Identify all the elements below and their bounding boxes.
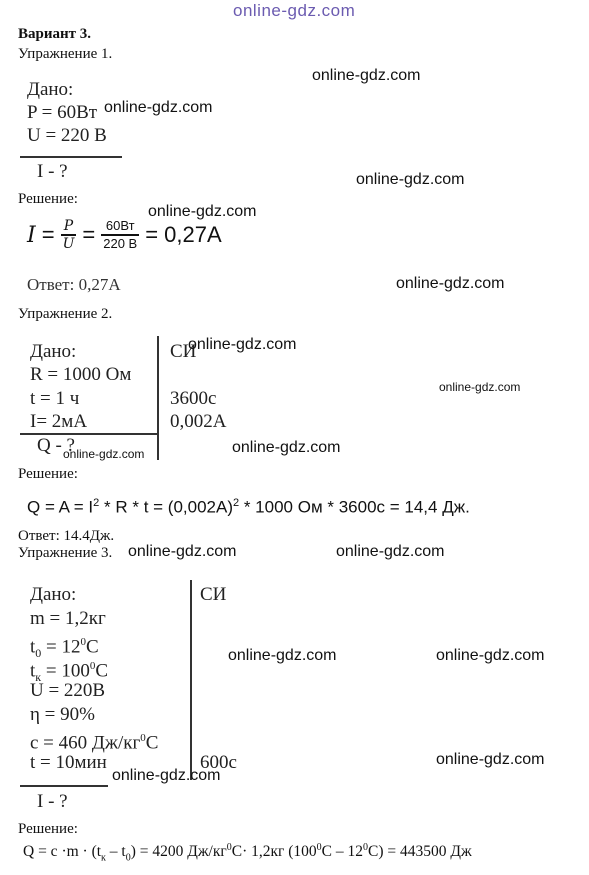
ex2-given-i: I= 2мА <box>30 411 88 432</box>
watermark: online-gdz.com <box>336 543 445 560</box>
ex3-formula-part-6: С) = 443500 Дж <box>368 843 472 861</box>
ex1-formula-eq1: = <box>41 222 55 247</box>
ex3-given-t: t = 10мин <box>30 752 107 773</box>
watermark: online-gdz.com <box>63 447 145 461</box>
ex1-formula-eq2: = <box>82 222 96 247</box>
watermark: online-gdz.com <box>436 647 545 664</box>
variant-title: Вариант 3. <box>18 26 92 42</box>
ex3-formula-sup-3: 0 <box>363 842 369 853</box>
ex3-formula-part-3: ) = 4200 Дж/кг <box>130 843 227 861</box>
ex2-si-divider <box>157 336 159 460</box>
ex1-answer: Ответ: 0,27А <box>27 275 121 294</box>
ex2-formula-part-c: * 1000 Ом * 3600с = 14,4 Дж. <box>239 497 470 517</box>
ex3-given-u: U = 220В <box>30 680 106 701</box>
ex3-c-sup: 0 <box>140 732 146 744</box>
ex2-formula-sup-1: 2 <box>93 497 100 509</box>
ex1-find: I - ? <box>37 161 68 182</box>
ex3-c-value: c = 460 Дж/кг <box>30 732 141 754</box>
ex3-formula-part-2: – t <box>105 843 126 861</box>
ex1-given-divider <box>20 156 122 158</box>
ex3-formula <box>23 842 472 863</box>
ex3-t0-unit: С <box>86 636 99 658</box>
watermark: online-gdz.com <box>228 647 337 664</box>
ex3-tk-sup: 0 <box>89 660 96 672</box>
watermark: online-gdz.com <box>232 439 341 456</box>
ex1-given-u: U = 220 В <box>27 125 107 146</box>
ex3-given-m: m = 1,2кг <box>30 608 106 629</box>
ex2-si-label: СИ <box>170 341 197 362</box>
ex3-formula-sub-0: 0 <box>125 852 131 864</box>
ex2-si-i: 0,002А <box>170 411 227 432</box>
ex2-answer: Ответ: 14.4Дж. <box>18 528 115 544</box>
ex1-formula-lhs: I <box>27 222 36 248</box>
watermark: online-gdz.com <box>148 203 257 220</box>
ex3-t0-value: = 12 <box>41 636 81 658</box>
ex3-c-unit: С <box>145 732 159 754</box>
ex1-solution-label: Решение: <box>18 191 78 207</box>
ex3-formula-part-1: Q = c ·m · (t <box>23 843 102 861</box>
ex3-tk-value: = 100 <box>41 660 90 682</box>
ex1-formula-result: = 0,27А <box>145 222 222 247</box>
ex3-tk-t: t <box>30 660 36 682</box>
ex3-given-eta: η = 90% <box>30 704 95 725</box>
watermark: online-gdz.com <box>104 99 213 116</box>
ex3-tk-unit: С <box>95 660 109 682</box>
ex3-t0-t: t <box>30 636 36 658</box>
ex3-title: Упражнение 3. <box>18 545 113 561</box>
ex3-formula-sub-k: к <box>101 852 106 864</box>
ex1-formula-den: 220 В <box>103 235 138 251</box>
ex3-solution-label: Решение: <box>18 821 78 837</box>
ex1-given-p: P = 60Вт <box>27 102 98 123</box>
ex1-formula-num: 60Вт <box>105 218 135 234</box>
ex3-t0-sub: 0 <box>35 646 42 661</box>
ex3-formula-part-5: С – 12 <box>321 843 364 861</box>
watermark: online-gdz.com <box>439 380 521 394</box>
ex3-tk-sub: к <box>35 670 42 685</box>
watermark: online-gdz.com <box>356 171 465 188</box>
ex1-formula-pu-fraction <box>61 218 77 252</box>
ex3-formula-sup-1: 0 <box>226 842 232 853</box>
ex2-find: Q - ? <box>37 435 75 456</box>
ex2-si-t: 3600с <box>170 388 217 409</box>
ex2-given-t: t = 1 ч <box>30 388 80 409</box>
watermark: online-gdz.com <box>312 67 421 84</box>
ex2-given-r: R = 1000 Ом <box>30 364 132 385</box>
site-watermark-top: online-gdz.com <box>233 1 356 20</box>
ex2-given-label: Дано: <box>30 341 77 362</box>
watermark: online-gdz.com <box>112 767 221 784</box>
ex3-si-t: 600с <box>200 752 237 773</box>
ex3-given-divider <box>20 785 108 787</box>
ex2-formula-part-a: Q = A = I <box>27 497 94 517</box>
ex2-solution-label: Решение: <box>18 466 78 482</box>
ex3-given-label: Дано: <box>30 584 77 605</box>
watermark: online-gdz.com <box>128 543 237 560</box>
ex2-formula-part-b: * R * t = (0,002A) <box>99 497 233 517</box>
ex2-title: Упражнение 2. <box>18 306 113 322</box>
ex1-title: Упражнение 1. <box>18 46 113 62</box>
ex3-si-label: СИ <box>200 584 227 605</box>
ex2-formula <box>27 497 470 518</box>
ex2-formula-sup-2: 2 <box>233 497 240 509</box>
ex3-formula-sup-2: 0 <box>316 842 322 853</box>
ex3-formula-part-4: С· 1,2кг (100 <box>231 843 317 861</box>
ex1-formula-u: U <box>62 235 75 252</box>
ex1-formula-p: P <box>63 218 74 235</box>
watermark: online-gdz.com <box>396 275 505 292</box>
ex1-given-label: Дано: <box>27 79 74 100</box>
ex3-find: I - ? <box>37 791 68 812</box>
watermark: online-gdz.com <box>436 751 545 768</box>
watermark: online-gdz.com <box>188 336 297 353</box>
ex1-formula-value-fraction <box>101 218 139 252</box>
ex3-si-divider <box>190 580 192 780</box>
ex3-t0-sup: 0 <box>80 636 86 648</box>
